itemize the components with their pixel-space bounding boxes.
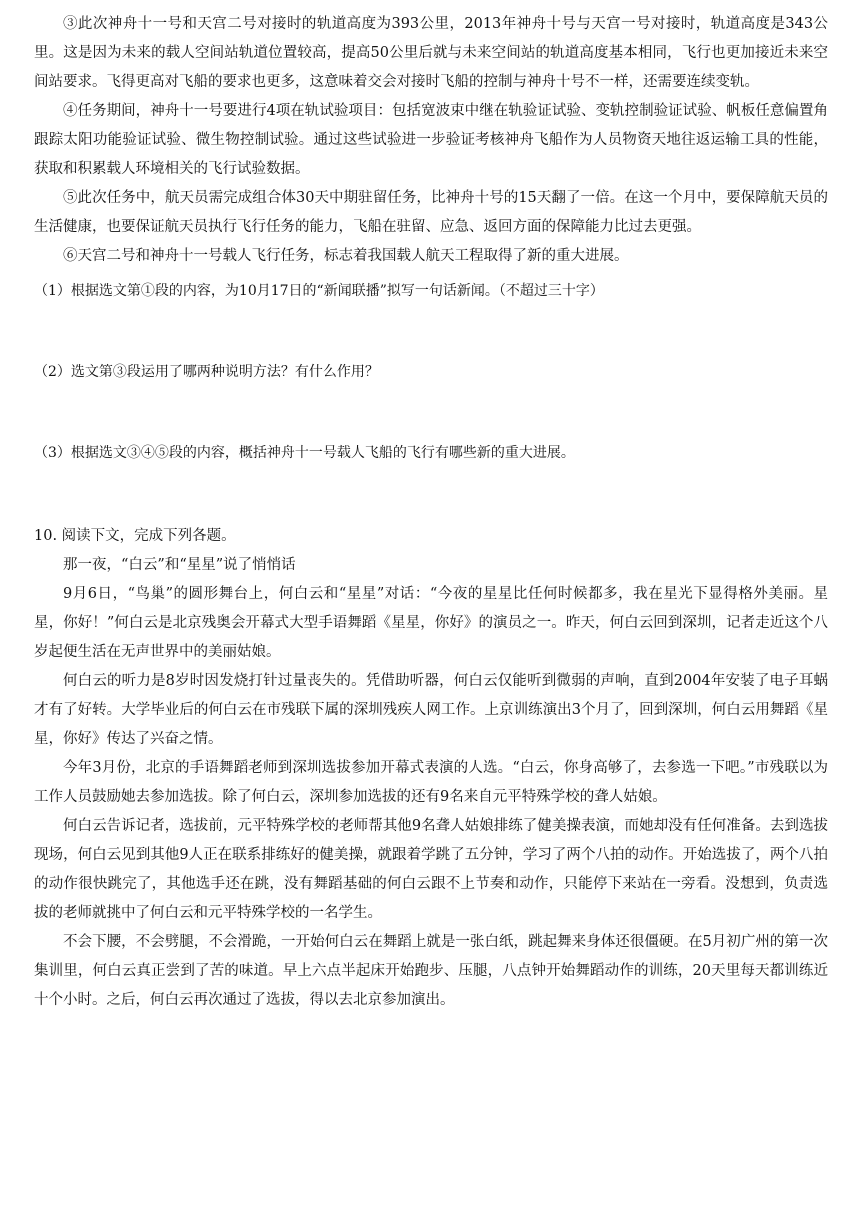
article-paragraph-1: 9月6日，“鸟巢”的圆形舞台上，何白云和“星星”对话：“今夜的星星比任何时候都多，我在星光下显得格外美丽。星星，你好！”何白云是北京残奥会开幕式大型手语舞蹈《星星，你好》的演员之一。昨天，何白云回到深圳，记者走近这个八岁起便生活在无声世界中的美丽姑娘。 [34,586,828,660]
question-3: （3）根据选文③④⑤段的内容，概括神舟十一号载人飞船的飞行有哪些新的重大进展。 [34,445,575,461]
passage-paragraph-6: ⑥天宫二号和神舟十一号载人飞行任务，标志着我国载人航天工程取得了新的重大进展。 [63,248,629,264]
article-title: 那一夜，“白云”和“星星”说了悄悄话 [63,557,296,573]
section-heading: 10. 阅读下文，完成下列各题。 [34,528,236,544]
article-paragraph-5: 不会下腰，不会劈腿，不会滑跪，一开始何白云在舞蹈上就是一张白纸，跳起舞来身体还很僵硬。在5月初广州的第一次集训里，何白云真正尝到了苦的味道。早上六点半起床开始跑步、压腿，八点钟开始舞蹈动作的训练，20天里每天都训练近十个小时。之后，何白云再次通过了选拔，得以去北京参加演出。 [34,934,828,1008]
document-page [34,10,828,1015]
article-paragraph-4: 何白云告诉记者，选拔前，元平特殊学校的老师帮其他9名聋人姑娘排练了健美操表演，而她却没有任何准备。去到选拔现场，何白云见到其他9人正在联系排练好的健美操，就跟着学跳了五分钟，学习了两个八拍的动作。开始选拔了，两个八拍的动作很快跳完了，其他选手还在跳，没有舞蹈基础的何白云跟不上节奏和动作，只能停下来站在一旁看。没想到，负责选拔的老师就挑中了何白云和元平特殊学校的一名学生。 [34,818,828,921]
article-paragraph-2: 何白云的听力是8岁时因发烧打针过量丧失的。凭借助听器，何白云仅能听到微弱的声响，直到2004年安装了电子耳蜗才有了好转。大学毕业后的何白云在市残联下属的深圳残疾人网工作。上京训练演出3个月了，回到深圳，何白云用舞蹈《星星，你好》传达了兴奋之情。 [34,673,828,747]
passage-paragraph-4: ④任务期间，神舟十一号要进行4项在轨试验项目：包括宽波束中继在轨验证试验、变轨控制验证试验、帆板任意偏置角跟踪太阳功能验证试验、微生物控制试验。通过这些试验进一步验证考核神舟飞船作为人员物资天地往返运输工具的性能，获取和积累载人环境相关的飞行试验数据。 [34,103,828,177]
question-1: （1）根据选文第①段的内容，为10月17日的“新闻联播”拟写一句话新闻。（不超过三十字） [34,283,604,299]
article-paragraph-3: 今年3月份，北京的手语舞蹈老师到深圳选拔参加开幕式表演的人选。“白云，你身高够了，去参选一下吧。”市残联以为工作人员鼓励她去参加选拔。除了何白云，深圳参加选拔的还有9名来自元平特殊学校的聋人姑娘。 [34,760,828,805]
passage-paragraph-3: ③此次神舟十一号和天宫二号对接时的轨道高度为393公里，2013年神舟十号与天宫一号对接时，轨道高度是343公里。这是因为未来的载人空间站轨道位置较高，提高50公里后就与未来空间站的轨道高度基本相同，飞行也更加接近未来空间站要求。飞得更高对飞船的要求也更多，这意味着交会对接时飞船的控制与神舟十号不一样，还需要连续变轨。 [34,16,828,90]
passage-paragraph-5: ⑤此次任务中，航天员需完成组合体30天中期驻留任务，比神舟十号的15天翻了一倍。在这一个月中，要保障航天员的生活健康，也要保证航天员执行飞行任务的能力，飞船在驻留、应急、返回方面的保障能力比过去更强。 [34,190,828,235]
question-2: （2）选文第③段运用了哪两种说明方法？有什么作用？ [34,364,379,380]
